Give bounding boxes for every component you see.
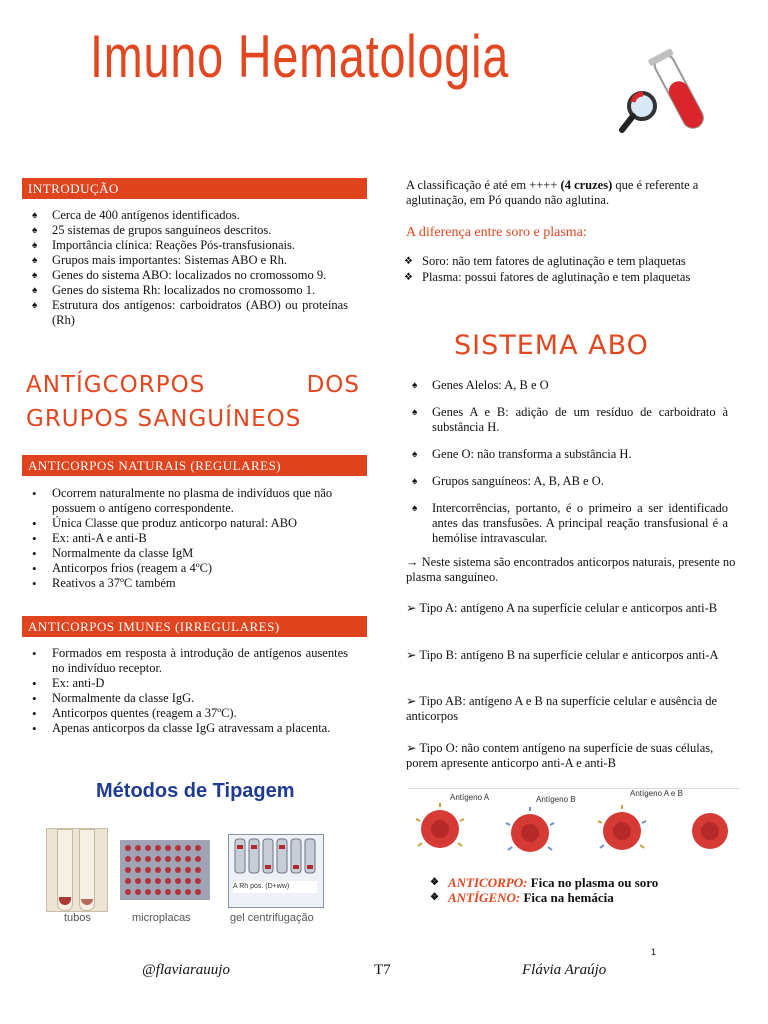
gel-card-image — [228, 834, 324, 908]
tubes-image — [46, 828, 108, 912]
list-item: • Normalmente da classe IgM — [24, 546, 348, 561]
page-title: Imuno Hematologia — [90, 23, 510, 90]
antigen-a-label: Antígeno A — [450, 793, 490, 802]
abo-heading: SISTEMA ABO — [454, 330, 649, 361]
list-item: ♠ Estrutura dos antígenos: carboidratos (ABO) ou proteínas (Rh) — [24, 298, 348, 328]
list-item: ♠ Grupos mais importantes: Sistemas ABO e Rh. — [24, 253, 348, 268]
list-item: ♠ Genes do sistema Rh: localizados no cromossomo 1. — [24, 283, 348, 298]
list-item: • Ex: anti-D — [24, 676, 348, 691]
tubes-label: tubos — [64, 912, 91, 924]
page-number: 1 — [651, 947, 657, 957]
list-item: • Ex: anti-A e anti-B — [24, 531, 348, 546]
list-item: • Formados em resposta à introdução de antígenos ausentes no indivíduo receptor. — [24, 646, 348, 676]
list-item: ♠ Importância clínica: Reações Pós-transfusionais. — [24, 238, 348, 253]
list-item: ♠ Genes do sistema ABO: localizados no cromossomo 9. — [24, 268, 348, 283]
list-item: • Anticorpos quentes (reagem a 37ºC). — [24, 706, 348, 721]
test-tube-magnifier-icon — [618, 48, 714, 140]
red-cell-o-icon — [692, 813, 728, 849]
footer-center: T7 — [374, 962, 391, 978]
list-item: ♠ Genes A e B: adição de um resíduo de carboidrato à substância H. — [404, 405, 728, 435]
antibodies-heading-word: ANTÍGCORPOS — [26, 372, 206, 398]
definition-text: Fica no plasma ou soro — [527, 875, 659, 890]
type-b: ➢ Tipo B: antígeno B na superfície celular e anticorpos anti-A — [406, 648, 719, 662]
methods-figure — [40, 820, 330, 930]
red-cell-b-icon — [506, 807, 554, 852]
type-a: ➢ Tipo A: antígeno A na superfície celular e anticorpos anti-B — [406, 601, 718, 615]
microplates-label: microplacas — [132, 912, 191, 924]
antibodies-heading — [26, 372, 360, 432]
classification-bold: (4 cruzes) — [560, 178, 613, 192]
antigen-cells-figure — [408, 788, 740, 855]
type-o: ➢ Tipo O: não contem antígeno na superfície de suas células, porem apresente anticorpo anti-A e anti-B — [406, 741, 714, 770]
gel-card-label: A Rh pos. (D+ww) — [233, 881, 317, 893]
antigen-ab-label: Antígeno A e B — [630, 789, 683, 798]
definition-item — [428, 890, 728, 905]
antibodies-heading-word: DOS — [306, 372, 360, 398]
definition-item — [428, 875, 728, 890]
list-item: ♠ Gene O: não transforma a substância H. — [404, 447, 728, 462]
type-ab: ➢ Tipo AB: antígeno A e B na superfície celular e ausência de anticorpos — [406, 694, 718, 723]
list-item: ❖ Plasma: possui fatores de aglutinação e tem plaquetas — [402, 270, 752, 285]
definitions-list — [428, 875, 728, 905]
abo-list — [404, 378, 728, 546]
definition-term: ANTICORPO: — [448, 875, 528, 890]
list-item: ♠ Genes Alelos: A, B e O — [404, 378, 728, 393]
footer-author: Flávia Araújo — [522, 962, 607, 978]
list-item: • Reativos a 37ºC também — [24, 576, 348, 591]
classification-post: que é referente a aglutinação, em Pó quando não aglutina. — [406, 178, 699, 207]
intro-list — [24, 208, 348, 328]
footer-handle: @flaviarauujo — [142, 962, 230, 978]
list-item: • Única Classe que produz anticorpo natural: ABO — [24, 516, 348, 531]
red-cell-a-icon — [416, 803, 464, 848]
definition-term: ANTÍGENO: — [448, 890, 521, 905]
abo-note: → Neste sistema são encontrados anticorpos naturais, presente no plasma sanguíneo. — [406, 555, 736, 584]
list-item: • Ocorrem naturalmente no plasma de indivíduos que não possuem o antígeno correspondente. — [24, 486, 348, 516]
immune-antibodies-list — [24, 646, 348, 736]
intro-heading: INTRODUÇÃO — [22, 178, 367, 199]
list-item: ♠ Grupos sanguíneos: A, B, AB e O. — [404, 474, 728, 489]
gel-label: gel centrifugação — [230, 912, 314, 924]
natural-antibodies-list — [24, 486, 348, 591]
list-item: ♠ Cerca de 400 antígenos identificados. — [24, 208, 348, 223]
list-item: ♠ 25 sistemas de grupos sanguíneos descritos. — [24, 223, 348, 238]
immune-antibodies-heading: ANTICORPOS IMUNES (IRREGULARES) — [22, 616, 367, 637]
difference-list — [402, 254, 752, 285]
microplate-image — [120, 840, 210, 900]
classification-text — [406, 178, 742, 208]
classification-pre: A classificação é até em ++++ — [406, 178, 561, 192]
list-item: ♠ Intercorrências, portanto, é o primeiro a ser identificado antes das transfusões. A principal reação transfusional é a hemólise intravascular. — [404, 501, 728, 546]
antibodies-heading-line2: GRUPOS SANGUÍNEOS — [26, 406, 302, 432]
list-item: ❖ Soro: não tem fatores de aglutinação e tem plaquetas — [402, 254, 752, 269]
difference-heading: A diferença entre soro e plasma: — [406, 225, 587, 240]
list-item: • Anticorpos frios (reagem a 4ºC) — [24, 561, 348, 576]
list-item: • Apenas anticorpos da classe IgG atravessam a placenta. — [24, 721, 348, 736]
red-cell-ab-icon — [598, 805, 646, 850]
list-item: • Normalmente da classe IgG. — [24, 691, 348, 706]
methods-title: Métodos de Tipagem — [96, 780, 295, 802]
definition-text: Fica na hemácia — [520, 890, 614, 905]
natural-antibodies-heading: ANTICORPOS NATURAIS (REGULARES) — [22, 455, 367, 476]
antigen-b-label: Antígeno B — [536, 795, 576, 804]
